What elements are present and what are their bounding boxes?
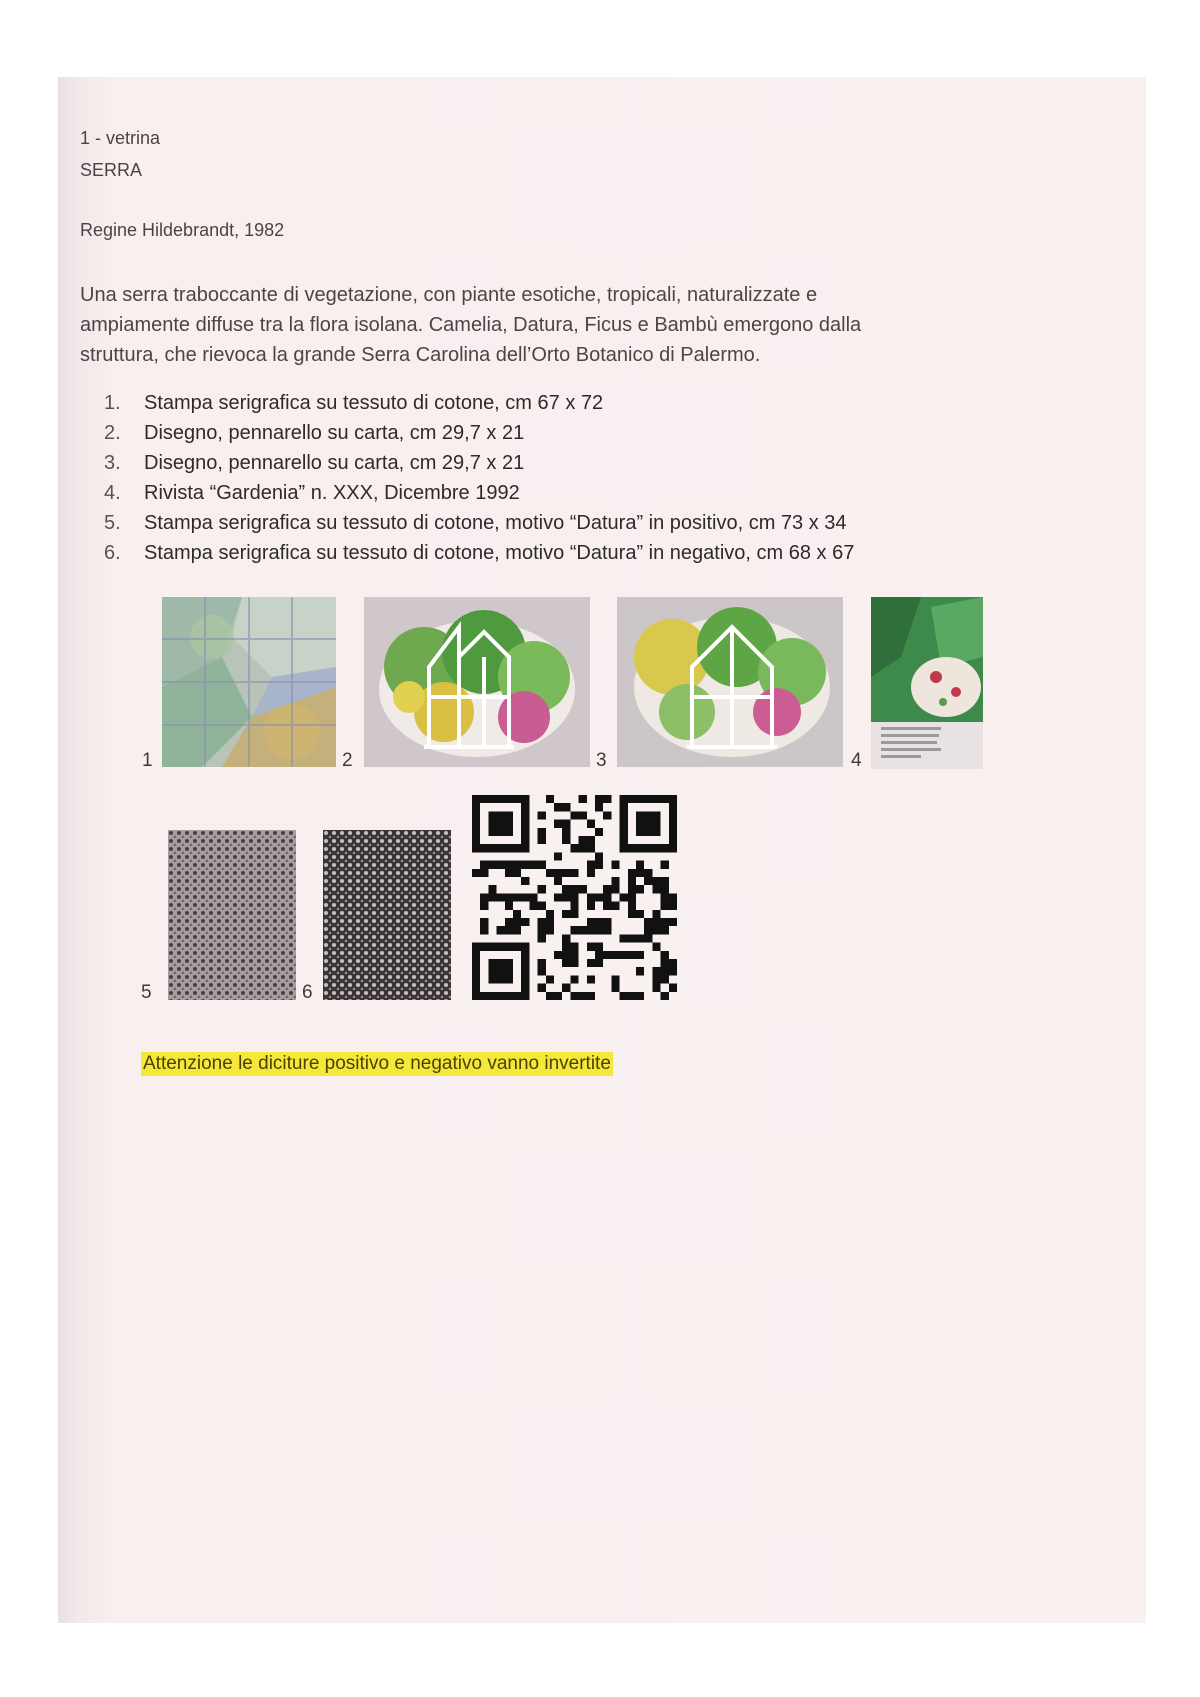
photo-label: 6 [302, 982, 313, 1003]
item-text: Stampa serigrafica su tessuto di cotone, cm 67 x 72 [144, 392, 604, 414]
item-number: 5. [104, 512, 121, 534]
item-text: Disegno, pennarello su carta, cm 29,7 x 21 [144, 452, 525, 474]
item-text: Stampa serigrafica su tessuto di cotone, motivo “Datura” in negativo, cm 68 x 67 [144, 542, 855, 564]
description-line: struttura, che rievoca la grande Serra Carolina dell’Orto Botanico di Palermo. [80, 344, 761, 366]
description-line: Una serra traboccante di vegetazione, con piante esotiche, tropicali, naturalizzate e [80, 284, 818, 306]
qr-code[interactable] [472, 795, 677, 1000]
photo-print-positive [168, 830, 296, 1000]
item-text: Stampa serigrafica su tessuto di cotone, motivo “Datura” in positivo, cm 73 x 34 [144, 512, 847, 534]
photo-label: 5 [141, 982, 152, 1003]
item-text: Rivista “Gardenia” n. XXX, Dicembre 1992 [144, 482, 520, 504]
photo-magazine [871, 597, 983, 769]
item-number: 4. [104, 482, 121, 504]
item-number: 3. [104, 452, 121, 474]
photo-label: 3 [596, 750, 607, 771]
description-line: ampiamente diffuse tra la flora isolana. Camelia, Datura, Ficus e Bambù emergono dalla [80, 314, 862, 336]
description [80, 280, 1040, 370]
item-number: 2. [104, 422, 121, 444]
section-label: 1 - vetrina [80, 128, 161, 148]
photo-fabric-print [162, 597, 336, 767]
page-title: SERRA [80, 160, 143, 180]
item-number: 1. [104, 392, 121, 414]
artist-line: Regine Hildebrandt, 1982 [80, 220, 285, 240]
photo-print-negative [323, 830, 451, 1000]
item-text: Disegno, pennarello su carta, cm 29,7 x 21 [144, 422, 525, 444]
photo-label: 2 [342, 750, 353, 771]
photo-label: 1 [142, 750, 153, 771]
photo-drawing-1 [364, 597, 590, 767]
photo-label: 4 [851, 750, 862, 771]
photo-drawing-2 [617, 597, 843, 767]
item-number: 6. [104, 542, 121, 564]
highlighted-note: Attenzione le diciture positivo e negativo vanno invertite [143, 1053, 611, 1074]
